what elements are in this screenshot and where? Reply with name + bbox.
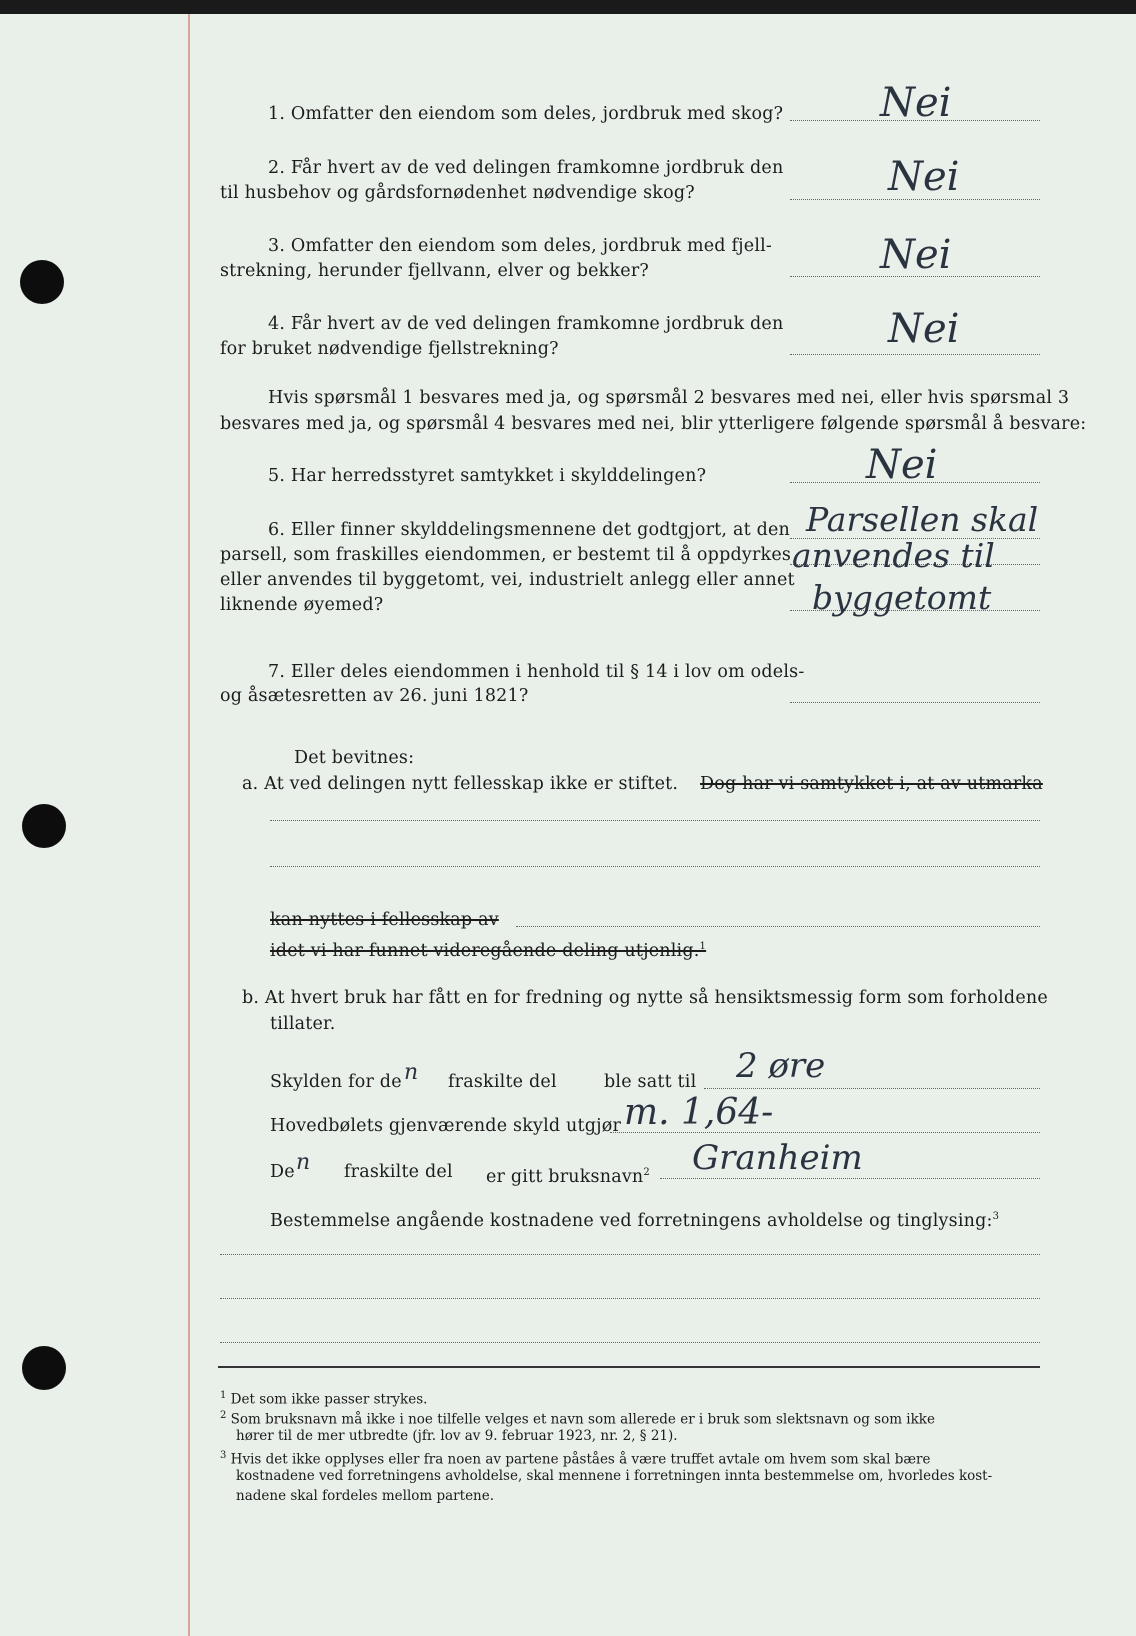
question-6-line2: parsell, som fraskilles eiendommen, er bestemt til å oppdyrkes (220, 545, 792, 565)
skyld-label-3: ble satt til (604, 1072, 697, 1092)
navn-label-3: er gitt bruksnavn$^2$ (486, 1166, 650, 1187)
blank-line (270, 820, 1040, 821)
question-6-line1: 6. Eller finner skylddelingsmennene det godtgjort, at den (268, 520, 791, 540)
blank-line (220, 1342, 1040, 1343)
kost-label: Bestemmelse angående kostnadene ved forretningens avholdelse og tinglysing:$^3$ (270, 1210, 1000, 1231)
question-7-line1: 7. Eller deles eiendommen i henhold til § 14 i lov om odels- (268, 662, 805, 682)
question-4-line2: for bruket nødvendige fjellstrekning? (220, 339, 559, 359)
intro-line1: Hvis spørsmål 1 besvares med ja, og spørsmål 2 besvares med nei, eller hvis spørsmal 3 (268, 388, 1070, 408)
bevitnes-a-struck-3: idet vi har funnet videregående deling utjenlig.$^1$ (270, 940, 707, 961)
navn-value: Granheim (692, 1138, 863, 1178)
margin-line (188, 14, 190, 1636)
hoved-label: Hovedbølets gjenværende skyld utgjør (270, 1116, 622, 1136)
blank-line (270, 866, 1040, 867)
footnote-1: $^1$ Det som ikke passer strykes. (220, 1390, 428, 1408)
answer-line (790, 354, 1040, 355)
question-5: 5. Har herredsstyret samtykket i skylddelingen? (268, 466, 707, 486)
document-page (0, 14, 1136, 1636)
handwritten-answer-6b: anvendes til (792, 536, 995, 575)
handwritten-answer-6a: Parsellen skal (806, 500, 1039, 539)
navn-handwritten-suffix: n (296, 1150, 311, 1175)
question-7-line2: og åsætesretten av 26. juni 1821? (220, 686, 529, 706)
skyld-handwritten-suffix: n (404, 1060, 419, 1085)
question-4-line1: 4. Får hvert av de ved delingen framkomne jordbruk den (268, 314, 784, 334)
skyld-value: 2 øre (736, 1046, 826, 1086)
handwritten-answer-4: Nei (888, 306, 960, 352)
question-6-line4: liknende øyemed? (220, 595, 384, 615)
handwritten-answer-1: Nei (880, 80, 952, 126)
question-2-line2: til husbehov og gårdsfornødenhet nødvendige skog? (220, 183, 695, 203)
navn-label: De (270, 1162, 295, 1182)
footnote-3b: kostnadene ved forretningens avholdelse, skal mennene i forretningen innta bestemmelse om, hvorledes kost- (236, 1468, 993, 1484)
handwritten-answer-2: Nei (888, 154, 960, 200)
footnote-rule (218, 1366, 1040, 1368)
bevitnes-a-struck: Dog har vi samtykket i, at av utmarka (700, 774, 1043, 794)
blank-line (516, 926, 1040, 927)
handwritten-answer-5: Nei (866, 442, 938, 488)
footnote-3c: nadene skal fordeles mellom partene. (236, 1488, 495, 1504)
blank-line (220, 1298, 1040, 1299)
answer-line (790, 702, 1040, 703)
punch-hole (22, 1346, 66, 1390)
skyld-label: Skylden for de (270, 1072, 402, 1092)
bevitnes-a-struck-2: kan nyttes i fellesskap av (270, 910, 499, 930)
skyld-line (704, 1088, 1040, 1089)
hoved-value: m. 1,64- (624, 1092, 774, 1133)
blank-line (220, 1254, 1040, 1255)
handwritten-answer-3: Nei (880, 232, 952, 278)
bevitnes-a: a. At ved delingen nytt fellesskap ikke er stiftet. (242, 774, 679, 794)
navn-line (660, 1178, 1040, 1179)
navn-label-2: fraskilte del (344, 1162, 453, 1182)
question-2-line1: 2. Får hvert av de ved delingen framkomne jordbruk den (268, 158, 784, 178)
question-3-line1: 3. Omfatter den eiendom som deles, jordbruk med fjell- (268, 236, 773, 256)
skyld-label-2: fraskilte del (448, 1072, 557, 1092)
question-6-line3: eller anvendes til byggetomt, vei, industrielt anlegg eller annet (220, 570, 795, 590)
footnote-2a: $^2$ Som bruksnavn må ikke i noe tilfelle velges et navn som allerede er i bruk som slektsnavn og som ikke (220, 1410, 935, 1428)
handwritten-answer-6c: byggetomt (812, 578, 992, 617)
punch-hole (20, 260, 64, 304)
question-1: 1. Omfatter den eiendom som deles, jordbruk med skog? (268, 104, 784, 124)
bevitnes-b-line2: tillater. (270, 1014, 336, 1034)
intro-line2: besvares med ja, og spørsmål 4 besvares med nei, blir ytterligere følgende spørsmål å besvare: (220, 414, 1087, 434)
question-3-line2: strekning, herunder fjellvann, elver og bekker? (220, 261, 649, 281)
bevitnes-b-line1: b. At hvert bruk har fått en for fredning og nytte så hensiktsmessig form som forholdene (242, 988, 1048, 1008)
bevitnes-heading: Det bevitnes: (294, 748, 415, 768)
footnote-2b: hører til de mer utbredte (jfr. lov av 9. februar 1923, nr. 2, § 21). (236, 1428, 678, 1444)
punch-hole (22, 804, 66, 848)
footnote-3a: $^3$ Hvis det ikke opplyses eller fra noen av partene påståes å være truffet avtale om hvem som skal bære (220, 1450, 931, 1468)
